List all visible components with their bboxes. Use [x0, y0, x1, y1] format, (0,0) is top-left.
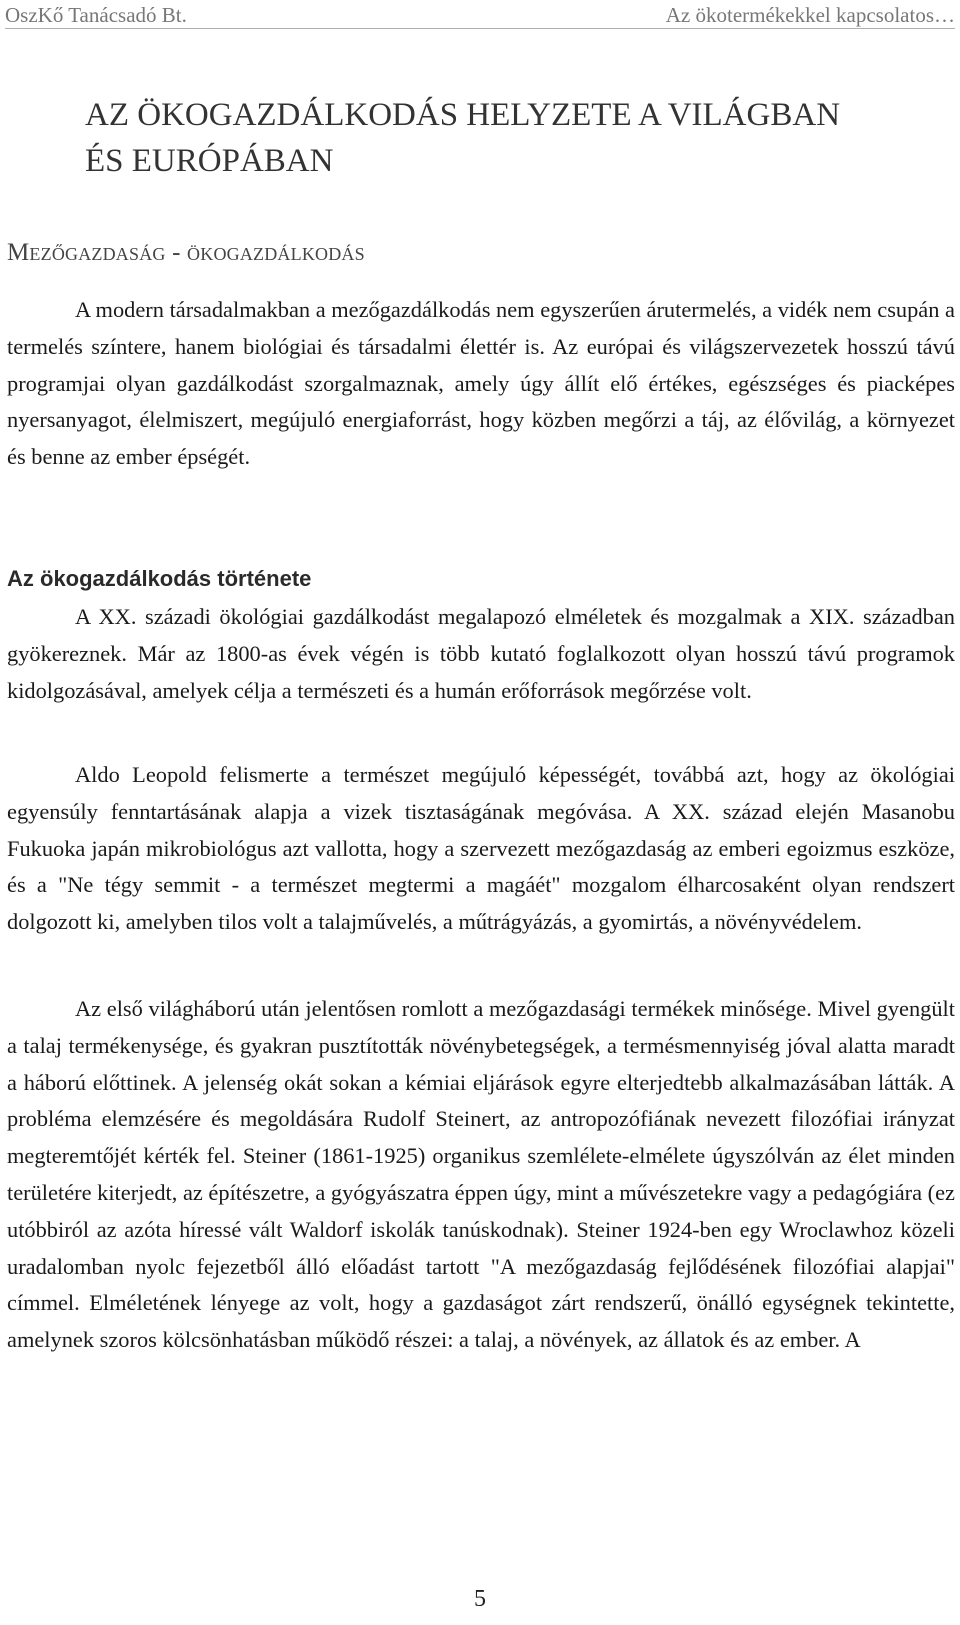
subheading-history: Az ökogazdálkodás története [7, 566, 312, 591]
paragraph-history-origins [7, 599, 955, 709]
page-number: 5 [474, 1586, 486, 1612]
paragraph-steiner [7, 991, 955, 1359]
paragraph-history-origins-text: A XX. századi ökológiai gazdálkodást megalapozó elméletek és mozgalmak a XIX. században gyökereznek. Már az 1800-as évek végén is több kutató foglalkozott olyan hosszú távú programok kidolgozásával, amelyek célja a természeti és a humán erőforrások megőrzése volt. [7, 604, 955, 703]
page-title: AZ ÖKOGAZDÁLKODÁS HELYZETE A VILÁGBAN ÉS EURÓPÁBAN [85, 97, 841, 179]
section-heading: Mezőgazdaság - ökogazdálkodás [7, 239, 365, 266]
header-company-name: OszKő Tanácsadó Bt. [5, 3, 187, 27]
paragraph-leopold-fukuoka [7, 757, 955, 941]
paragraph-intro [7, 292, 955, 476]
running-header [5, 2, 955, 29]
paragraph-intro-text: A modern társadalmakban a mezőgazdálkodás nem egyszerűen árutermelés, a vidék nem csupán a termelés színtere, hanem biológiai és társadalmi élettér is. Az európai és világszervezetek hosszú távú programjai olyan gazdálkodást szorgalmaznak, amely úgy állít elő értékes, egészséges és piacképes nyersanyagot, élelmiszert, megújuló energiaforrást, hogy közben megőrzi a táj, az élővilág, a környezet és benne az ember épségét. [7, 297, 955, 470]
header-document-title: Az ökotermékekkel kapcsolatos… [665, 3, 955, 27]
paragraph-steiner-text: Az első világháború után jelentősen romlott a mezőgazdasági termékek minősége. Mivel gyengült a talaj termékenysége, és gyakran pusztították növénybetegségek, a termésmennyiség jóval alatta maradt a háború előttinek. A jelenség okát sokan a kémiai eljárások egyre elterjedtebb alkalmazásában látták. A probléma elemzésére és megoldására Rudolf Steinert, az antropozófiának nevezett filozófiai irányzat megteremtőjét kérték fel. Steiner (1861-1925) organikus szemlélete-elmélete úgyszólván az élet minden területére kiterjedt, az építészetre, a gyógyászatra éppen úgy, mint a művészetekre vagy a pedagógiára (ez utóbbiról az azóta híressé vált Waldorf iskolák tanúskodnak). Steiner 1924-ben egy Wroclawhoz közeli uradalomban nyolc fejezetből álló előadást tartott "A mezőgazdaság fejlődésének filozófiai alapjai" címmel. Elméletének lényege az volt, hogy a gazdaságot zárt rendszerű, önálló egységnek tekintette, amelynek szoros kölcsönhatásban működő részei: a talaj, a növények, az állatok és az ember. A [7, 996, 955, 1353]
paragraph-leopold-fukuoka-text: Aldo Leopold felismerte a természet megújuló képességét, továbbá azt, hogy az ökológiai egyensúly fenntartásának alapja a vizek tisztaságának megóvása. A XX. század elején Masanobu Fukuoka japán mikrobiológus azt vallotta, hogy a szervezett mezőgazdaság az emberi egoizmus eszköze, és a "Ne tégy semmit - a természet megtermi a magáét" mozgalom élharcosaként olyan rendszert dolgozott ki, amelyben tilos volt a talajművelés, a műtrágyázás, a gyomirtás, a növényvédelem. [7, 762, 955, 935]
